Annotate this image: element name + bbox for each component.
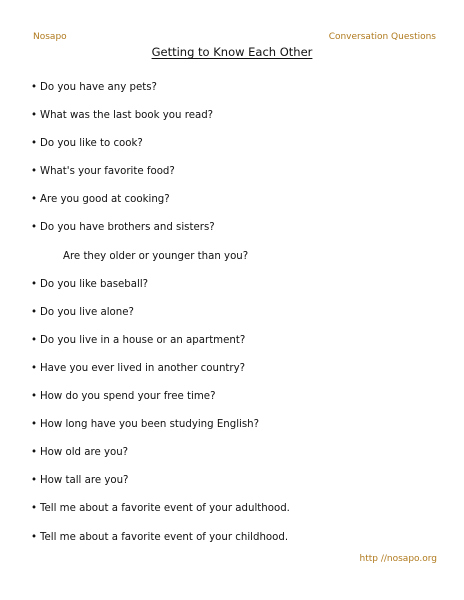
question-text: How long have you been studying English? bbox=[40, 419, 260, 431]
question-item bbox=[31, 108, 451, 136]
bullet-icon: • bbox=[31, 531, 38, 543]
question-item bbox=[31, 473, 451, 501]
bullet-icon: • bbox=[31, 391, 38, 403]
bullet-icon: • bbox=[31, 447, 38, 459]
question-item bbox=[31, 305, 451, 333]
question-item bbox=[31, 417, 451, 445]
question-item bbox=[31, 445, 451, 473]
page-title bbox=[0, 45, 464, 59]
question-item bbox=[31, 389, 451, 417]
bullet-icon: • bbox=[31, 362, 38, 374]
question-text: How tall are you? bbox=[40, 475, 129, 487]
question-text: Tell me about a favorite event of your adulthood. bbox=[40, 503, 290, 515]
question-item bbox=[31, 501, 451, 529]
question-text: Are you good at cooking? bbox=[40, 194, 170, 206]
question-text: Do you live alone? bbox=[40, 306, 134, 318]
question-text: Are they older or younger than you? bbox=[63, 250, 249, 262]
question-item bbox=[31, 192, 451, 220]
question-text: Do you have any pets? bbox=[40, 82, 157, 93]
question-list bbox=[31, 80, 451, 558]
bullet-icon: • bbox=[31, 166, 38, 178]
question-text: Have you ever lived in another country? bbox=[40, 362, 246, 374]
question-text: Do you like baseball? bbox=[40, 278, 149, 290]
question-item bbox=[31, 80, 451, 108]
question-text: Do you live in a house or an apartment? bbox=[40, 334, 246, 346]
question-text: How do you spend your free time? bbox=[40, 391, 216, 403]
question-text: What's your favorite food? bbox=[40, 166, 175, 178]
bullet-icon: • bbox=[31, 419, 38, 431]
footer-url-link[interactable]: http //nosapo.org bbox=[359, 554, 437, 564]
question-text: Do you have brothers and sisters? bbox=[40, 222, 215, 234]
question-item bbox=[31, 220, 451, 248]
page-title-text: Getting to Know Each Other bbox=[151, 45, 313, 59]
header-site-name: Nosapo bbox=[33, 32, 67, 42]
question-item bbox=[31, 164, 451, 192]
question-text: How old are you? bbox=[40, 447, 129, 459]
bullet-icon: • bbox=[31, 222, 38, 234]
bullet-icon: • bbox=[31, 194, 38, 206]
bullet-icon: • bbox=[31, 278, 38, 290]
question-subitem bbox=[31, 249, 451, 277]
header-section-label: Conversation Questions bbox=[328, 32, 436, 42]
bullet-icon: • bbox=[31, 82, 38, 93]
bullet-icon: • bbox=[31, 110, 38, 122]
bullet-icon: • bbox=[31, 334, 38, 346]
question-text: What was the last book you read? bbox=[40, 110, 214, 122]
question-text: Do you like to cook? bbox=[40, 138, 143, 150]
question-item bbox=[31, 277, 451, 305]
bullet-icon: • bbox=[31, 138, 38, 150]
question-item bbox=[31, 136, 451, 164]
bullet-icon: • bbox=[31, 475, 38, 487]
question-text: Tell me about a favorite event of your childhood. bbox=[40, 531, 289, 543]
question-item bbox=[31, 361, 451, 389]
question-item bbox=[31, 333, 451, 361]
bullet-icon: • bbox=[31, 503, 38, 515]
bullet-icon: • bbox=[31, 306, 38, 318]
